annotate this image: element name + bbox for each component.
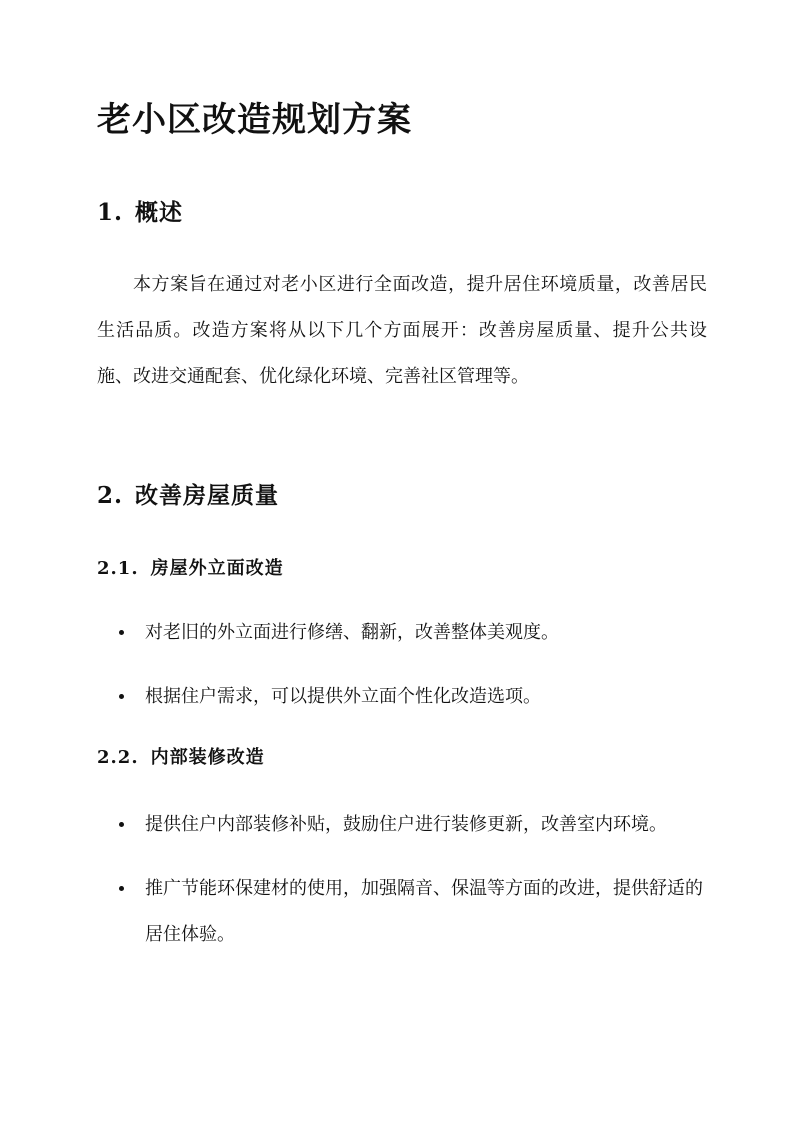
section-heading-overview	[97, 197, 183, 229]
document-title: 老小区改造规划方案	[97, 100, 412, 140]
interior-list	[97, 802, 707, 976]
list-item-text: 推广节能环保建材的使用，加强隔音、保温等方面的改进，提供舒适的居住体验。	[145, 878, 703, 945]
bullet-icon	[119, 630, 124, 635]
list-item	[97, 674, 707, 720]
subsection-title: 房屋外立面改造	[150, 558, 284, 579]
subsection-number: 2.2.	[97, 747, 139, 768]
overview-paragraph: 本方案旨在通过对老小区进行全面改造，提升居住环境质量，改善居民生活品质。改造方案将从以下几个方面展开：改善房屋质量、提升公共设施、改进交通配套、优化绿化环境、完善社区管理等。	[97, 274, 707, 387]
subsection-title: 内部装修改造	[150, 747, 265, 768]
section-heading-housing	[97, 480, 279, 512]
list-item-text: 提供住户内部装修补贴，鼓励住户进行装修更新，改善室内环境。	[145, 814, 667, 835]
list-item-text: 对老旧的外立面进行修缮、翻新，改善整体美观度。	[145, 622, 559, 643]
subsection-number: 2.1.	[97, 558, 139, 579]
section-title: 概述	[135, 199, 184, 226]
bullet-icon	[119, 822, 124, 827]
section-number: 1.	[97, 199, 124, 226]
list-item	[97, 866, 707, 958]
subsection-heading-interior	[97, 745, 265, 771]
subsection-heading-facade	[97, 556, 284, 582]
section-title: 改善房屋质量	[135, 482, 280, 509]
bullet-icon	[119, 694, 124, 699]
section-number: 2.	[97, 482, 124, 509]
list-item	[97, 802, 707, 848]
list-item-text: 根据住户需求，可以提供外立面个性化改造选项。	[145, 686, 541, 707]
facade-list	[97, 610, 707, 738]
list-item	[97, 610, 707, 656]
bullet-icon	[119, 886, 124, 891]
